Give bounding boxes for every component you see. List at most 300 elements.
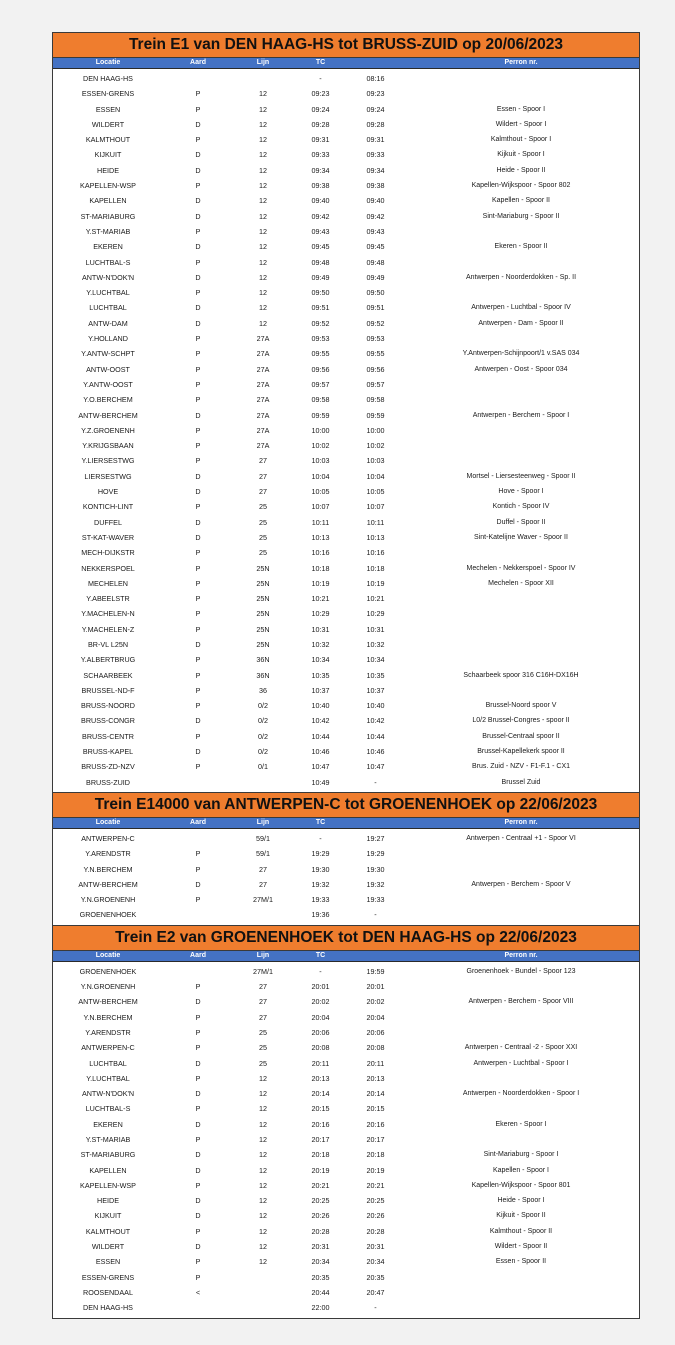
cell-line: 12 (259, 135, 267, 145)
column-header-row (53, 951, 639, 962)
cell-arrival: 10:04 (311, 471, 330, 481)
cell-arrival: 10:44 (311, 731, 330, 741)
cell-location: LUCHTBAL-S (85, 257, 131, 267)
table-row (53, 606, 639, 621)
cell-arrival: 20:17 (311, 1135, 330, 1144)
cell-perron: Antwerpen - Noorderdokken - Sp. II (465, 273, 577, 281)
cell-perron (403, 1285, 639, 1300)
cell-departure: 20:01 (366, 982, 385, 992)
column-header-departure (348, 818, 403, 828)
cell-perron: Antwerpen - Dam - Spoor II (478, 319, 564, 327)
cell-arrival: 20:26 (311, 1211, 330, 1221)
cell-perron (403, 255, 639, 270)
cell-arrival: 20:19 (311, 1165, 330, 1175)
cell-type: P (195, 849, 201, 859)
cell-perron: Antwerpen - Oost - Spoor 034 (474, 365, 568, 373)
cell-departure: 09:56 (366, 364, 385, 374)
cell-type: D (195, 1089, 201, 1099)
cell-perron (403, 331, 639, 346)
cell-departure: 10:21 (366, 594, 385, 604)
table-row (53, 530, 639, 545)
cell-type (163, 907, 233, 922)
cell-location: Y.ARENDSTR (85, 1027, 131, 1037)
cell-perron: Sint-Mariaburg - Spoor I (483, 1151, 559, 1159)
cell-type: P (195, 1073, 201, 1083)
cell-departure: 19:30 (366, 864, 385, 874)
cell-location: ANTW-BERCHEM (78, 879, 138, 889)
cell-perron: Essen - Spoor I (496, 105, 546, 113)
cell-arrival: 19:32 (311, 879, 330, 889)
cell-perron: L0/2 Brussel-Congres - spoor II (472, 717, 570, 725)
cell-perron (403, 683, 639, 698)
cell-line (233, 71, 293, 86)
cell-departure: 20:17 (366, 1135, 385, 1144)
table-row (53, 377, 639, 392)
cell-arrival: 10:29 (311, 609, 330, 619)
cell-line: 12 (259, 288, 267, 298)
cell-arrival: 10:31 (311, 624, 330, 634)
cell-departure: 09:51 (366, 303, 385, 313)
cell-location: MECH-DIJKSTR (81, 548, 135, 558)
cell-type: P (195, 425, 201, 435)
cell-type: P (195, 257, 201, 267)
cell-perron: Antwerpen - Centraal -2 - Spoor XXI (464, 1044, 578, 1052)
cell-line: 25 (259, 548, 267, 558)
cell-perron: Kapellen - Spoor I (492, 1166, 550, 1174)
cell-perron (403, 377, 639, 392)
cell-arrival: 09:57 (311, 379, 330, 389)
cell-type: D (195, 211, 201, 221)
cell-departure: 09:59 (366, 410, 385, 420)
cell-location: Y.N.GROENENH (80, 982, 136, 992)
cell-arrival: 20:18 (311, 1150, 330, 1160)
cell-location: LUCHTBAL-S (85, 1104, 131, 1114)
cell-location: ANTW-BERCHEM (78, 997, 138, 1007)
cell-type: P (195, 1043, 201, 1053)
table-row (53, 484, 639, 499)
train-section (53, 33, 639, 793)
cell-type: P (195, 685, 201, 695)
cell-type: P (195, 456, 201, 466)
cell-location: ROOSENDAAL (83, 1287, 133, 1297)
cell-line: 12 (259, 1073, 267, 1083)
train-section (53, 793, 639, 926)
cell-line: 12 (259, 242, 267, 252)
cell-location: Y.N.BERCHEM (83, 1012, 133, 1022)
table-row (53, 1224, 639, 1239)
cell-arrival: 10:07 (311, 502, 330, 512)
table-row (53, 1101, 639, 1116)
table-row (53, 499, 639, 514)
cell-location: LIERSESTWG (84, 471, 132, 481)
cell-perron (403, 1071, 639, 1086)
cell-line: 36 (259, 685, 267, 695)
cell-perron (403, 637, 639, 652)
cell-perron: Antwerpen - Berchem - Spoor VIII (468, 998, 574, 1006)
column-header-type: Aard (190, 818, 206, 826)
cell-type: D (195, 1196, 201, 1206)
cell-location: DUFFEL (94, 517, 122, 527)
table-row (53, 270, 639, 285)
cell-perron (403, 907, 639, 922)
cell-line: 27A (256, 364, 270, 374)
cell-perron (403, 1025, 639, 1040)
cell-type (163, 1300, 233, 1315)
cell-type: P (195, 1226, 201, 1236)
cell-line (233, 907, 293, 922)
cell-type: D (195, 1058, 201, 1068)
cell-line: 25 (259, 502, 267, 512)
cell-line: 27 (259, 997, 267, 1007)
cell-location: BRUSS-CENTR (82, 731, 134, 741)
table-row (53, 831, 639, 846)
cell-perron: Kapellen - Spoor II (492, 197, 550, 205)
cell-arrival: 09:24 (311, 104, 330, 114)
cell-arrival: 10:18 (311, 563, 330, 573)
cell-line: 27 (259, 471, 267, 481)
column-header-line: Lijn (256, 59, 270, 66)
cell-perron (403, 1101, 639, 1116)
cell-departure: 20:21 (366, 1180, 385, 1190)
cell-arrival: 09:53 (311, 334, 330, 344)
cell-perron: Kapellen-Wijkspoor - Spoor 802 (471, 182, 571, 190)
cell-departure: 10:02 (366, 441, 385, 451)
table-row (53, 193, 639, 208)
cell-type: D (195, 119, 201, 129)
table-row (53, 759, 639, 774)
cell-location: ESSEN (95, 104, 121, 114)
section-title: Trein E2 van GROENENHOEK tot DEN HAAG-HS op 22/06/2023 (53, 926, 639, 951)
cell-perron: Antwerpen - Berchem - Spoor I (472, 411, 570, 419)
cell-line: 12 (259, 257, 267, 267)
cell-type: P (195, 502, 201, 512)
cell-perron (403, 591, 639, 606)
cell-line (233, 775, 293, 790)
cell-departure: 20:28 (366, 1226, 385, 1236)
table-row (53, 1300, 639, 1315)
cell-departure: 10:32 (366, 639, 385, 649)
cell-location: ANTW-N'DOK'N (81, 1089, 135, 1099)
cell-perron: Antwerpen - Luchtbal - Spoor I (473, 1059, 569, 1067)
cell-line: 25 (259, 517, 267, 527)
cell-location: BRUSS-ZUID (86, 777, 130, 787)
cell-perron (403, 652, 639, 667)
cell-line: 27 (259, 879, 267, 889)
column-header-row (53, 818, 639, 829)
cell-location: LUCHTBAL (89, 303, 127, 313)
cell-line: 27 (259, 456, 267, 466)
cell-line: 27 (259, 1012, 267, 1022)
cell-arrival: 19:36 (311, 910, 330, 920)
cell-arrival: 10:34 (311, 655, 330, 665)
cell-perron: Heide - Spoor I (497, 1197, 545, 1205)
cell-type: P (195, 89, 201, 99)
cell-location: EKEREN (93, 1119, 123, 1129)
table-row (53, 300, 639, 315)
table-row (53, 907, 639, 922)
cell-arrival: 20:13 (311, 1073, 330, 1083)
cell-location: GROENENHOEK (79, 966, 137, 976)
table-row (53, 1193, 639, 1208)
cell-arrival: 09:34 (311, 165, 330, 175)
cell-arrival: 20:02 (311, 997, 330, 1007)
cell-line: 59/1 (256, 833, 270, 843)
cell-arrival: 09:33 (311, 150, 330, 160)
cell-perron: Sint-Katelijne Waver - Spoor II (474, 533, 568, 541)
cell-arrival: 20:35 (311, 1272, 330, 1282)
cell-perron: Sint-Mariaburg - Spoor II (482, 212, 560, 220)
cell-perron: Y.Antwerpen-Schijnpoort/1 v.SAS 034 (462, 350, 580, 358)
cell-location: GROENENHOEK (79, 910, 137, 920)
cell-line: 25 (259, 1043, 267, 1053)
cell-type: D (195, 471, 201, 481)
cell-type: D (195, 410, 201, 420)
cell-location: ANTW-N'DOK'N (81, 272, 135, 282)
section-title: Trein E1 van DEN HAAG-HS tot BRUSS-ZUID op 20/06/2023 (53, 33, 639, 58)
cell-location: BRUSS-CONGR (81, 716, 135, 726)
cell-departure: 10:42 (366, 716, 385, 726)
cell-perron: Mechelen - Nekkerspoel - Spoor IV (466, 564, 576, 572)
table-row (53, 71, 639, 86)
cell-location: WILDERT (91, 1242, 125, 1252)
cell-departure: 20:47 (366, 1287, 385, 1297)
cell-arrival: 20:25 (311, 1196, 330, 1206)
cell-arrival: 09:23 (311, 89, 330, 99)
cell-departure: 09:40 (366, 196, 385, 206)
table-body (53, 69, 639, 792)
cell-line: 27A (256, 441, 270, 451)
cell-departure: 20:31 (366, 1242, 385, 1252)
column-header-row (53, 58, 639, 69)
cell-arrival: 10:35 (311, 670, 330, 680)
cell-departure: 10:44 (366, 731, 385, 741)
cell-line: 25N (256, 609, 270, 619)
table-row (53, 1254, 639, 1269)
cell-arrival: 10:13 (311, 532, 330, 542)
cell-line: 27A (256, 425, 270, 435)
cell-type: P (195, 655, 201, 665)
cell-location: HEIDE (97, 1196, 119, 1206)
cell-arrival: 22:00 (311, 1303, 330, 1313)
table-row (53, 209, 639, 224)
column-header-line: Lijn (256, 818, 270, 826)
column-header-location: Locatie (95, 59, 121, 66)
cell-type: P (195, 104, 201, 114)
cell-arrival: - (319, 966, 322, 976)
cell-perron (403, 892, 639, 907)
cell-departure: 10:31 (366, 624, 385, 634)
cell-perron (403, 71, 639, 86)
table-row (53, 86, 639, 101)
table-row (53, 1208, 639, 1223)
column-header-perron: Perron nr. (504, 818, 538, 826)
cell-type: D (195, 196, 201, 206)
table-row (53, 1086, 639, 1101)
cell-departure: 20:18 (366, 1150, 385, 1160)
cell-line: 12 (259, 1226, 267, 1236)
table-row (53, 744, 639, 759)
cell-location: HOVE (97, 487, 119, 497)
cell-location: KIJKUIT (94, 150, 122, 160)
cell-type: P (195, 701, 201, 711)
cell-location: BRUSS-NOORD (81, 701, 135, 711)
cell-type: P (195, 1180, 201, 1190)
cell-type: D (195, 487, 201, 497)
cell-perron: Antwerpen - Noorderdokken - Spoor I (462, 1090, 580, 1098)
table-row (53, 892, 639, 907)
cell-line: 25N (256, 624, 270, 634)
cell-arrival: 09:50 (311, 288, 330, 298)
cell-line: 0/1 (258, 762, 268, 772)
cell-location: Y.O.BERCHEM (83, 395, 133, 405)
cell-departure: 20:02 (366, 997, 385, 1007)
column-header-departure (348, 951, 403, 961)
cell-line: 12 (259, 1257, 267, 1267)
cell-perron (403, 285, 639, 300)
cell-departure: 19:59 (366, 966, 385, 976)
cell-location: KALMTHOUT (85, 135, 131, 145)
cell-location: ANTWERPEN-C (81, 1043, 135, 1053)
cell-departure: 09:58 (366, 395, 385, 405)
cell-location: ST-KAT-WAVER (81, 532, 135, 542)
cell-departure: 10:37 (366, 685, 385, 695)
cell-line: 12 (259, 1104, 267, 1114)
cell-departure: 10:03 (366, 456, 385, 466)
table-row (53, 964, 639, 979)
cell-line: 25 (259, 532, 267, 542)
cell-type: P (195, 609, 201, 619)
cell-arrival: 09:31 (311, 135, 330, 145)
cell-departure: 09:50 (366, 288, 385, 298)
cell-departure: 10:07 (366, 502, 385, 512)
cell-line: 25N (256, 594, 270, 604)
cell-departure: 20:15 (366, 1104, 385, 1114)
cell-arrival: - (319, 74, 322, 83)
cell-location: KAPELLEN-WSP (80, 181, 136, 191)
cell-line: 25 (259, 1027, 267, 1037)
cell-line: 27M/1 (253, 895, 273, 905)
table-row (53, 102, 639, 117)
column-header-location: Locatie (95, 818, 121, 826)
cell-location: Y.HOLLAND (88, 334, 128, 344)
cell-line: 0/2 (258, 701, 268, 711)
table-row (53, 775, 639, 790)
cell-arrival: 10:40 (311, 701, 330, 711)
cell-line: 25N (256, 639, 270, 649)
cell-arrival: 10:03 (311, 456, 330, 466)
cell-departure: 19:33 (366, 895, 385, 905)
cell-departure: 09:57 (366, 379, 385, 389)
table-row (53, 423, 639, 438)
cell-line: 12 (259, 150, 267, 160)
cell-departure: 10:18 (366, 563, 385, 573)
cell-perron: Kalmthout - Spoor II (489, 1227, 553, 1235)
cell-departure: 20:35 (366, 1272, 385, 1282)
cell-location: BR-VL L25N (87, 639, 129, 649)
table-row (53, 239, 639, 254)
column-header-arrival: TC (315, 951, 326, 959)
cell-departure: 09:42 (366, 211, 385, 221)
cell-perron: Brussel Zuid (501, 778, 541, 786)
table-row (53, 1239, 639, 1254)
table-body (53, 829, 639, 925)
cell-perron: Hove - Spoor I (498, 488, 544, 496)
cell-type: P (195, 731, 201, 741)
cell-type: P (195, 1104, 201, 1114)
table-row (53, 453, 639, 468)
cell-type: P (195, 895, 201, 905)
cell-line: 12 (259, 196, 267, 206)
table-row (53, 877, 639, 892)
cell-location: WILDERT (91, 119, 125, 129)
cell-departure: 09:48 (366, 257, 385, 267)
cell-perron: Wildert - Spoor II (494, 1243, 548, 1251)
cell-type: D (195, 1165, 201, 1175)
cell-type: D (195, 517, 201, 527)
cell-departure: 08:16 (366, 74, 385, 83)
cell-arrival: 09:45 (311, 242, 330, 252)
cell-type: P (195, 1012, 201, 1022)
cell-location: BRUSSEL-ND-F (81, 685, 135, 695)
cell-type: P (195, 594, 201, 604)
table-row (53, 1285, 639, 1300)
cell-line: 12 (259, 1135, 267, 1144)
cell-location: Y.ARENDSTR (85, 849, 131, 859)
table-row (53, 979, 639, 994)
cell-location: KALMTHOUT (85, 1226, 131, 1236)
cell-type: P (195, 395, 201, 405)
cell-departure: 10:11 (366, 517, 385, 527)
cell-line (233, 1285, 293, 1300)
cell-perron (403, 423, 639, 438)
cell-line: 12 (259, 119, 267, 129)
cell-perron (403, 862, 639, 877)
cell-type: D (195, 1119, 201, 1129)
cell-arrival: 09:59 (311, 410, 330, 420)
cell-perron (403, 392, 639, 407)
cell-perron: Groenenhoek - Bundel - Spoor 123 (466, 967, 576, 975)
cell-type: D (195, 639, 201, 649)
table-row (53, 1178, 639, 1193)
cell-location: KAPELLEN (89, 1165, 127, 1175)
cell-departure: 09:49 (366, 272, 385, 282)
cell-departure: 10:40 (366, 701, 385, 711)
cell-arrival: 20:28 (311, 1226, 330, 1236)
cell-arrival: 10:32 (311, 639, 330, 649)
column-header-type: Aard (190, 59, 206, 66)
cell-type: D (195, 716, 201, 726)
cell-arrival: 10:47 (311, 762, 330, 772)
cell-perron: Heide - Spoor II (496, 166, 546, 174)
cell-departure: 09:38 (366, 181, 385, 191)
cell-departure: - (374, 910, 377, 920)
table-row (53, 285, 639, 300)
table-row (53, 255, 639, 270)
cell-departure: 09:28 (366, 119, 385, 129)
cell-perron: Schaarbeek spoor 316 C16H-DX16H (463, 671, 579, 679)
cell-location: Y.N.BERCHEM (83, 864, 133, 874)
table-row (53, 469, 639, 484)
cell-departure: 10:47 (366, 762, 385, 772)
cell-line (233, 1270, 293, 1285)
cell-location: ESSEN-GRENS (81, 1272, 135, 1282)
table-row (53, 1010, 639, 1025)
cell-departure: 10:13 (366, 532, 385, 542)
table-row (53, 1025, 639, 1040)
cell-type (163, 964, 233, 979)
cell-perron: Brussel-Noord spoor V (485, 702, 557, 710)
cell-type: D (195, 1242, 201, 1252)
